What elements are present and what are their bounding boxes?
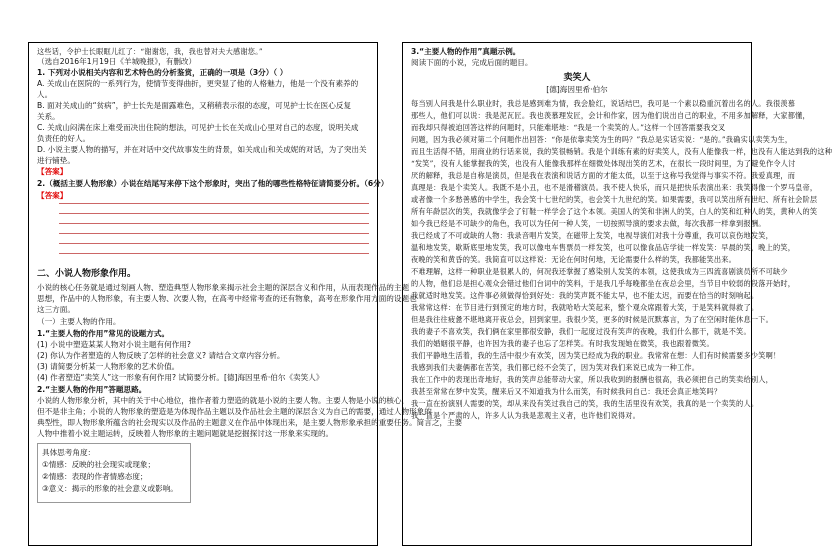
story-paragraph-line: 而我却只得被迫回答这样的问题时，只能难堪地：“我是一个卖笑的人。”这样一个回答需要我交叉: [411, 123, 726, 132]
story-paragraph-line: 我们平静地生活着，我的生活中很少有欢笑，因为笑已经成为我的职业。我常常在想：人们有时候需要多少笑啊！: [411, 351, 781, 360]
example-header: 3.“主要人物的作用”真题示例。: [411, 47, 521, 56]
answer-rule: [59, 233, 369, 234]
story-author: [德]海因里希·伯尔: [546, 85, 608, 94]
story-paragraph-line: 我一直是个严肃的人，许多人认为我是悲观主义者，也许他们说得对。: [411, 411, 641, 420]
story-paragraph-line: 而且生活得不错，用商业的行话来说，我的笑很畅销。我是个训练有素的好卖笑人，没有人能像我一样，也没有人能达到我的这种: [411, 147, 832, 156]
story-paragraph-line: 温和地发笑，歇斯底里地发笑，我可以像电车售票员一样发笑，也可以像食品店学徒一样发笑：早晨的笑，晚上的笑，: [411, 243, 796, 252]
story-paragraph-line: 我已经成了不可或缺的人物：我录音唱片发笑，在磁带上发笑，电视导演们对我十分尊重，我可以哀伤地发笑，: [411, 231, 773, 240]
story-paragraph-line: 或者像一个多愁善感的中学生，我会笑十七世纪的笑，也会笑十九世纪的笑。如果需要，我可以笑出所有世纪、所有社会阶层: [411, 195, 818, 204]
reading-instruction: 阅读下面的小说，完成后面的题目。: [411, 58, 533, 67]
option-d-cont: 进行铺垫。: [37, 156, 75, 165]
body-line: (2) 你认为作者塑造的人物反映了怎样的社会意义? 请结合文章内容分析。: [37, 351, 285, 360]
answer-rule: [59, 223, 369, 224]
answer-label-2: 【答案】: [37, 191, 68, 200]
body-line: 小说的人物形象分析，其中的关于中心地位，推作者着力塑造的就是小说的主要人物。主要人物是小说的核心，: [37, 396, 410, 405]
story-paragraph-line: 的人物，他们总是担心观众会错过他们台词中的笑料，于是我几乎每晚都坐在夜总会里，当节目中较弱的段落开始时，: [411, 279, 796, 288]
point-heading: 2.“主要人物的作用”答题思路。: [37, 385, 147, 394]
option-d: D. 小说主要人物的描写，并在对话中交代故事发生的背景，如关成山和关成妮的对话，为了突出关: [37, 145, 367, 154]
story-paragraph-line: 所有年龄层次的笑，我就像学会了钉鞋一样学会了这个本领。美国人的笑和非洲人的笑，白人的笑和红种人的笑，黄种人的笑: [411, 207, 818, 216]
story-paragraph-line: 我感到我们夫妻俩都在苦笑，我们都已经不会笑了，因为笑对我们来说已成为一种工作。: [411, 363, 700, 372]
story-paragraph-line: 我们的婚姻很平静，也许因为我的妻子也忘了怎样笑。有时我发现她在微笑，我也跟着微笑。: [411, 339, 714, 348]
story-paragraph-line: 夜晚的笑和黄昏的笑。我简直可以这样说：无论在何时何地，无论需要什么样的笑，我都能笑出来。: [411, 255, 737, 264]
story-ending-line: 这些话，令护士长眼眶儿红了：“谢谢您，我，我也替对夫大感谢您。”: [37, 47, 263, 56]
tip-box: [37, 443, 191, 503]
right-page: [402, 42, 832, 546]
tip-item: ①情感：反映的社会现实或现象；: [42, 460, 156, 469]
question-1: 1. 下列对小说相关内容和艺术特色的分析鉴赏，正确的一项是（3分）（ ）: [37, 68, 288, 77]
body-line: 但不是非主角；小说的人物形象的塑造是为体现作品主题以及作品社会主题的深层含义为自己的需要，通过人物形象的: [37, 407, 432, 416]
story-paragraph-line: 我在工作中的表现出奇地好，我的笑声总能带动大家，所以我收到的报酬也很高，我必须把自己的笑卖给别人，: [411, 375, 773, 384]
option-a: A. 关成山在医院的一系列行为，使情节变得曲折，更突显了他的人格魅力，他是一个没有素养的: [37, 79, 359, 88]
left-page: [28, 42, 463, 546]
answer-rule: [59, 253, 369, 254]
body-line: 人物中推着小说主题运转，反映着人物形象的主题问题就是挖掘探讨这一形象来实现的。: [37, 429, 334, 438]
story-paragraph-line: 但是我往往疲惫不堪地离开夜总会，回到家里。我很少笑，更多的时候是沉默寡言，为了在空闲时能休息一下。: [411, 315, 773, 324]
body-line: 小说的核心任务就是通过刻画人物、塑造典型人物形象来揭示社会主题的深层含义和作用，从而表现作品的主题: [37, 283, 410, 292]
source-note: （选自2016年1月19日《羊城晚报》，有删改）: [37, 57, 197, 66]
answer-rule: [59, 243, 369, 244]
story-paragraph-line: 我就适时地发笑。这件事必须做得恰到好处：我的笑声既不能太早，也不能太迟，而要在恰当的时刻响起。: [411, 291, 759, 300]
option-b-cont: 关系。: [37, 112, 60, 121]
story-paragraph-line: “发笑”，没有人能掌握我的笑，也没有人能像我那样在细微处体现出笑的艺术，在很长一段时间里，为了避免作令人讨: [411, 159, 796, 168]
story-paragraph-line: 不难理解，这样一种职业是很累人的，何况我还掌握了感染别人发笑的本领，这使我成为三四流喜剧演员所不可缺少: [411, 267, 788, 276]
section-title: 二、小说人物形象作用。: [37, 269, 137, 279]
tip-item: ③意义：揭示的形象的社会意义或影响。: [42, 484, 178, 493]
story-paragraph-line: 我常常这样：在节目进行到预定的地方时，我就哈哈大笑起来，整个观众席跟着大笑，于是笑料就得救了。: [411, 303, 759, 312]
body-line: 思想，作品中的人物形象，有主要人物、次要人物，在高考中经常考查的还有物象，高考在形象作用方面的设题也: [37, 294, 417, 303]
option-c-cont: 负责任的好人。: [37, 134, 91, 143]
question-2: 2.（概括主要人物形象）小说在结尾写来停下这个形象时，突出了他的哪些性格特征请简要分析。（6分）: [37, 179, 389, 188]
answer-label-1: 【答案】: [37, 167, 68, 176]
answer-rule: [59, 203, 369, 204]
body-line: (4) 作者塑造“卖笑人”这一形象有何作用? 试简要分析。[德]海因里希·伯尔《卖笑人》: [37, 373, 324, 382]
subsection-title: （一）主要人物的作用。: [37, 317, 121, 326]
story-paragraph-line: 我的妻子不喜欢笑，我们俩在家里都很安静，我们一起度过没有笑声的夜晚，我们什么都干，就是不笑。: [411, 327, 751, 336]
tip-item: ②情感：表现的作者情感态度；: [42, 472, 148, 481]
story-paragraph-line: 我甚至常常在梦中发笑，醒来后又不知道我为什么而笑，有时候我问自己：我还会真正地笑吗？: [411, 387, 722, 396]
point-heading: 1.“主要人物的作用”常见的设题方式。: [37, 329, 170, 338]
tip-box-title: 具体思考角度：: [42, 448, 96, 457]
story-paragraph-line: 厌的解释，我总是自称是演员，但是我在表演和说话方面的才能太低，以至于这称号我觉得与事实不符。我爱真理，而: [411, 171, 796, 180]
option-a-cont: 人。: [37, 90, 53, 99]
body-line: 这三方面。: [37, 305, 75, 314]
story-paragraph-line: 如今我已经是不可缺少的角色，我可以为任何一种人笑，一切按照导演的要求去做，每次我都一样拿到报酬。: [411, 219, 766, 228]
body-line: (3) 请简要分析某一人物形象的艺术价值。: [37, 362, 180, 371]
story-paragraph-line: 那些人，他们可以说：我是泥瓦匠。我也羡慕理发匠，会计和作家，因为他们说出自己的职业，不用多加解释，大家都懂，: [411, 111, 810, 120]
story-title: 卖笑人: [563, 73, 591, 83]
body-line: (1) 小说中塑造某某人物对小说主题有何作用?: [37, 340, 191, 349]
answer-rule: [59, 213, 369, 214]
story-paragraph-line: 问题，因为我必须对第二个问题作出回答：“你是依靠卖笑为生的吗？”我总是实话实说：“是的。”我确实以卖笑为生，: [411, 135, 793, 144]
story-paragraph-line: 每当别人问我是什么职业时，我总是感到难为情，我会脸红，说话结巴，我可是一个素以稳重沉着出名的人。我很羡慕: [411, 99, 796, 108]
story-paragraph-line: 我一直在扮演别人需要的笑，却从来没有笑过我自己的笑，我的生活里没有欢笑，我真的是一个卖笑的人。: [411, 399, 759, 408]
body-line: 典型性，即人物形象所蕴含的社会现实以及作品的主题意义在作品中体现出来，是主要人物形象承担的重要任务。简言之，主要: [37, 418, 463, 427]
option-c: C. 关成山闷满在床上难受而决出住院的想法，可见护士长在关成山心里对自己的态度，说明关成: [37, 123, 359, 132]
story-paragraph-line: 真理是：我是个卖笑人。我既不是小丑，也不是滑稽演员。我不使人快乐，而只是把快乐表演出来：我笑得像一个罗马皇帝，: [411, 183, 818, 192]
option-b: B. 面对关成山的“贫病”，护士长先是面露难色，又稍稍表示很的态度，可见护士长在医心反复: [37, 101, 352, 110]
